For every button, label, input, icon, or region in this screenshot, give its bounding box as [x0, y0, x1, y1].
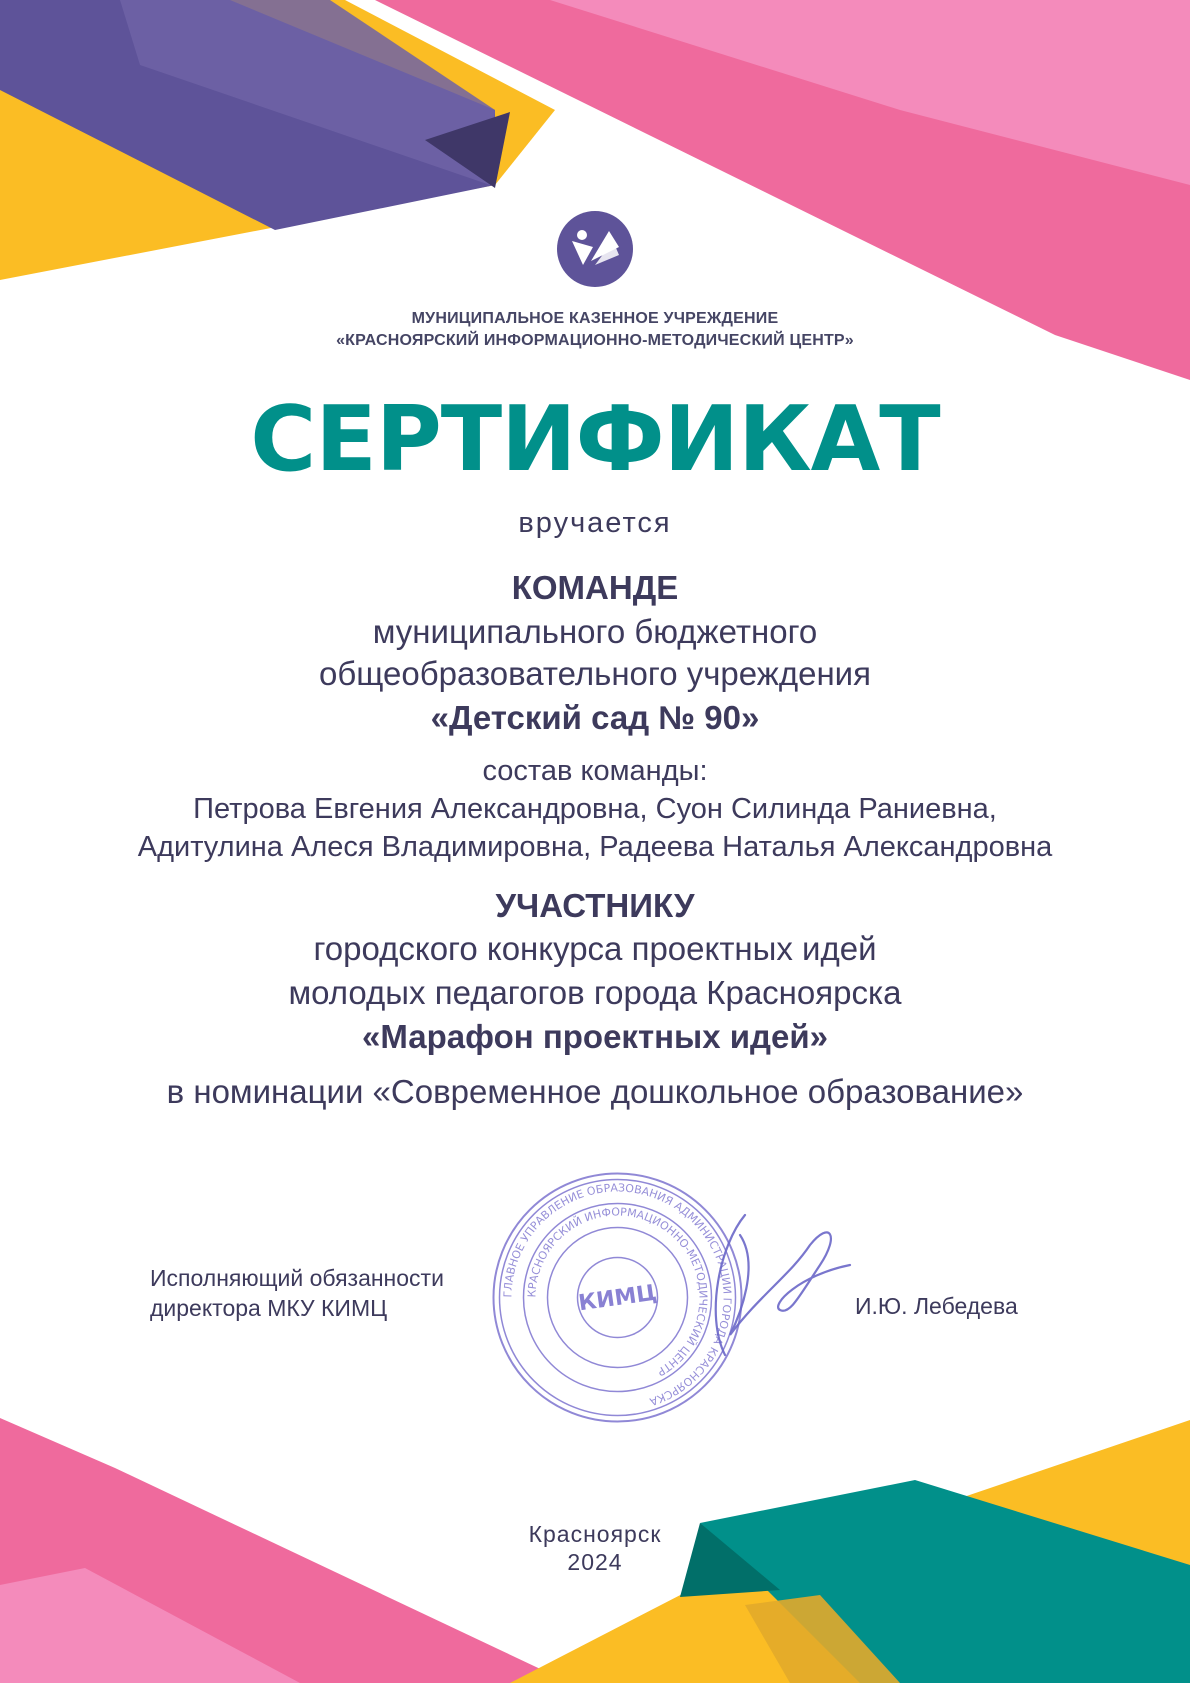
svg-text:ГЛАВНОЕ УПРАВЛЕНИЕ ОБРАЗОВАНИЯ: ГЛАВНОЕ УПРАВЛЕНИЕ ОБРАЗОВАНИЯ АДМИНИСТРАЦИИ ГОРОДА КРАСНОЯРСКА [501, 1181, 734, 1409]
signatory-name: И.Ю. Лебедева [855, 1293, 1018, 1319]
kimc-logo [557, 211, 633, 287]
contest-name: «Марафон проектных идей» [362, 1018, 828, 1055]
members-line-1: Петрова Евгения Александровна, Суон Силинда Раниевна, [193, 793, 997, 825]
team-block [0, 565, 1190, 741]
footer-year: 2024 [567, 1549, 623, 1575]
signatory-role-line-1: Исполняющий обязанности [150, 1265, 444, 1291]
team-heading: КОМАНДЕ [511, 569, 679, 606]
contest-line-1: городского конкурса проектных идей [313, 930, 877, 967]
contest-line-2: молодых педагогов города Красноярска [288, 974, 902, 1011]
footer [0, 1520, 1190, 1576]
awarded-text: вручается [518, 507, 672, 539]
nomination: в номинации «Современное дошкольное образование» [166, 1073, 1024, 1110]
organization-line-2: «КРАСНОЯРСКИЙ ИНФОРМАЦИОННО-МЕТОДИЧЕСКИЙ ЦЕНТР» [336, 332, 854, 349]
stamp-center-text: КИМЦ [576, 1280, 659, 1317]
members-line-2: Адитулина Алеся Владимировна, Радеева Наталья Александровна [137, 831, 1053, 863]
signatory-role-line-2: директора МКУ КИМЦ [150, 1295, 388, 1321]
members-label: состав команды: [482, 755, 708, 787]
team-line-2: общеобразовательного учреждения [319, 655, 871, 692]
institution-name: «Детский сад № 90» [430, 699, 760, 736]
organization-name [0, 308, 1190, 352]
certificate-title: СЕРТИФИКАТ [250, 387, 940, 492]
svg-text:КРАСНОЯРСКИЙ ИНФОРМАЦИОННО-МЕТ: КРАСНОЯРСКИЙ ИНФОРМАЦИОННО-МЕТОДИЧЕСКИЙ ЦЕНТР [525, 1205, 710, 1379]
team-line-1: муниципального бюджетного [372, 613, 818, 650]
organization-line-1: МУНИЦИПАЛЬНОЕ КАЗЕННОЕ УЧРЕЖДЕНИЕ [411, 310, 779, 327]
members-block [0, 752, 1190, 866]
contest-heading: УЧАСТНИКУ [495, 887, 695, 924]
footer-city: Красноярск [528, 1521, 662, 1547]
handwritten-signature [700, 1205, 860, 1370]
contest-block [0, 885, 1190, 1059]
signatory-role [150, 1263, 444, 1323]
